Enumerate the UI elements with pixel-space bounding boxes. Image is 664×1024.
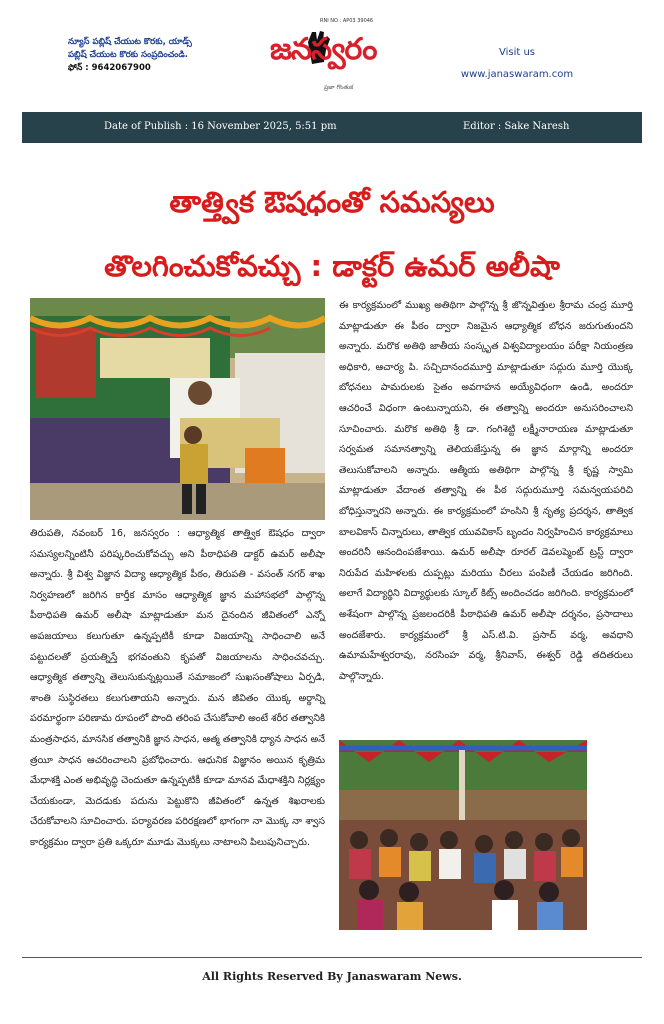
advert-line-2: పబ్లిష్ చేయుట కొరకు సంప్రదించండి. bbox=[68, 50, 188, 60]
headline-line-2: తొలగించుకోవచ్చు : డాక్టర్ ఉమర్ అలీషా bbox=[104, 249, 560, 283]
editor-name: Editor : Sake Naresh bbox=[463, 121, 570, 132]
visit-label: Visit us bbox=[498, 47, 536, 58]
headline-line-1: తాత్త్విక ఔషధంతో సమస్యలు bbox=[169, 185, 495, 219]
website-block bbox=[452, 42, 582, 86]
info-bar bbox=[22, 112, 642, 143]
advert-phone: ఫోన్ : 9642067900 bbox=[68, 63, 151, 73]
logo-regno: RNI NO : AP03 39046 bbox=[320, 18, 374, 24]
headline bbox=[22, 170, 642, 298]
stage-photo-drawing bbox=[30, 298, 325, 520]
logo-tagline: ప్రజా గొంతుక bbox=[324, 84, 354, 91]
advert-line-1: న్యూస్ పబ్లిష్ చేయుట కొరకు, యాడ్స్ bbox=[68, 37, 192, 47]
audience-photo-drawing bbox=[339, 740, 587, 930]
publish-date: Date of Publish : 16 November 2025, 5:51 pm bbox=[104, 121, 337, 132]
logo-wordmark: జనస్వరం bbox=[270, 32, 377, 67]
stage-photo bbox=[30, 298, 325, 520]
masthead bbox=[0, 0, 664, 110]
footer-rights: All Rights Reserved By Janaswaram News. bbox=[202, 970, 462, 983]
advert-contact bbox=[68, 36, 248, 75]
article-right-column: ఈ కార్యక్రమంలో ముఖ్య అతిథిగా పాల్గొన్న శ్రీ జొన్నవిత్తుల శ్రీరామ చంద్ర మూర్తి మాట్లాడుతూ ఈ పీఠం ద్వారా నిజమైన ఆధ్యాత్మిక బోధన జరుగుతుందని అన్నారు. మరొక అతిథి జాతీయ సంస్కృత విశ్వవిద్యాలయం పరీక్షా నియంత్రణ అధికారి, ఆచార్య పి. సచ్చిదానందమూర్తి మాట్లాడుతూ సద్గురు మూర్తి యొక్క బోధనలు పామరులకు సైతం అవగాహన అయ్యేవిధంగా ఉండి, అందరూ ఆచరించే విధంగా ఉంటున్నాయని, ఈ తత్వాన్ని అందరూ అనుసరించాలని సూచించారు. మరొక అతిథి శ్రీ డా. గంగిశెట్టి లక్ష్మీనారాయణ మాట్లాడుతూ సర్వమత సమానత్వాన్ని తెలియజేస్తున్న ఈ జ్ఞాన మార్గాన్ని అందరూ తెలుసుకోవాలని అన్నారు. ఆత్మీయ అతిథిగా పాల్గొన్న శ్రీ కృష్ణ స్వామి మాట్లాడుతూ వేదాంత తత్వాన్ని ఈ పీఠ సద్గురుమూర్తి సమన్వయపరిచి బోధిస్తున్నారని అన్నారు. ఈ కార్యక్రమంలో హంసిని శ్రీ నృత్య ప్రదర్శన, తాత్విక బాలవికాస్ చిన్నారులు, తాత్విక యువవికాస్ బృందం నిర్వహించిన కార్యక్రమాలు అందరినీ ఆనందింపజేశాయి. ఉమర్ అలీషా రూరల్ డెవలప్మెంట్ ట్రస్ట్ ద్వారా నిరుపేద మహిళలకు దుప్పట్లు మరియు చీరలు పంపిణీ చేయడం జరిగింది. అలాగే విద్యార్థిని విద్యార్థులకు స్కూల్ కిట్స్ అందించడం జరిగింది. కార్యక్రమంలో అశేషంగా పాల్గొన్న ప్రజలందరికీ పీఠాధిపతి ఉమర్ అలీషా దర్శనం, ప్రసాదాలు అందజేశారు. కార్యక్రమంలో శ్రీ ఎస్.టి.వి. ప్రసాద్ వర్మ, అవధాని ఉమామహేశ్వరరావు, నరసింహ వర్మ, శ్రీనివాస్, ఈశ్వర్ రెడ్డి తదితరులు పాల్గొన్నారు. bbox=[339, 300, 633, 682]
website-link[interactable]: www.janaswaram.com bbox=[460, 69, 574, 80]
audience-photo bbox=[339, 740, 587, 930]
footer-divider bbox=[22, 957, 642, 958]
logo[interactable] bbox=[262, 18, 402, 98]
article-left-column: తిరుపతి, నవంబర్ 16, జనస్వరం : ఆధ్యాత్మిక తాత్త్విక ఔషధం ద్వారా సమస్యలన్నింటినీ పరిష్కరించుకోవచ్చు అని పీఠాధిపతి డాక్టర్ ఉమర్ అలీషా అన్నారు. శ్రీ విశ్వ విజ్ఞాన విద్యా ఆధ్యాత్మిక పీఠం, తిరుపతి - వసంత్ నగర్ శాఖ నిర్వహణలో జరిగిన కార్తీక మాసం ఆధ్యాత్మిక జ్ఞాన మహాసభలో పాల్గొన్న పీఠాధిపతి ఉమర్ అలీషా మాట్లాడుతూ మన దైనందిన జీవితంలో ఎన్నో అపజయాలు కలుగుతూ ఉన్నప్పటికీ కూడా విజయాన్ని సాధించాలి అనే పట్టుదలతో ప్రయత్నిస్తే భగవంతుని కృపతో విజయాలను సాధించవచ్చు. ఆధ్యాత్మిక తత్వాన్ని తెలుసుకున్నట్లయితే సమాజంలో సుఖసంతోషాలు ఏర్పడి, శాంతి సుస్థిరతలు కలుగుతాయని అన్నారు. మన జీవితం యొక్క అర్థాన్ని పరమార్థంగా పరిణామ రూపంలో పొంది తరింప చేసుకోవాలి అంటే శరీర తత్వానికి మంత్రసాధన, మానసిక తత్వానికి జ్ఞాన సాధన, ఆత్మ తత్వానికి ధ్యాన సాధన అనే త్రయీ సాధన ఆచరించాలని ప్రబోధించారు. ఆధునిక విజ్ఞానం అయిన కృత్రిమ మేధాశక్తి ఎంత అభివృద్ధి చెందుతూ ఉన్నప్పటికీ కూడా మానవ మేధాశక్తిని నిర్లక్ష్యం చేయకుండా, మెదడుకు పదును పెట్టుకొని జీవితంలో ఉన్నత శిఖరాలకు చేరుకోవాలని సూచించారు. పర్యావరణ పరిరక్షణలో భాగంగా నా మొక్క నా శ్వాస కార్యక్రమం ద్వారా ప్రతి ఒక్కరూ మూడు మొక్కలు నాటాలని పిలుపునిచ్చారు. bbox=[30, 528, 325, 848]
